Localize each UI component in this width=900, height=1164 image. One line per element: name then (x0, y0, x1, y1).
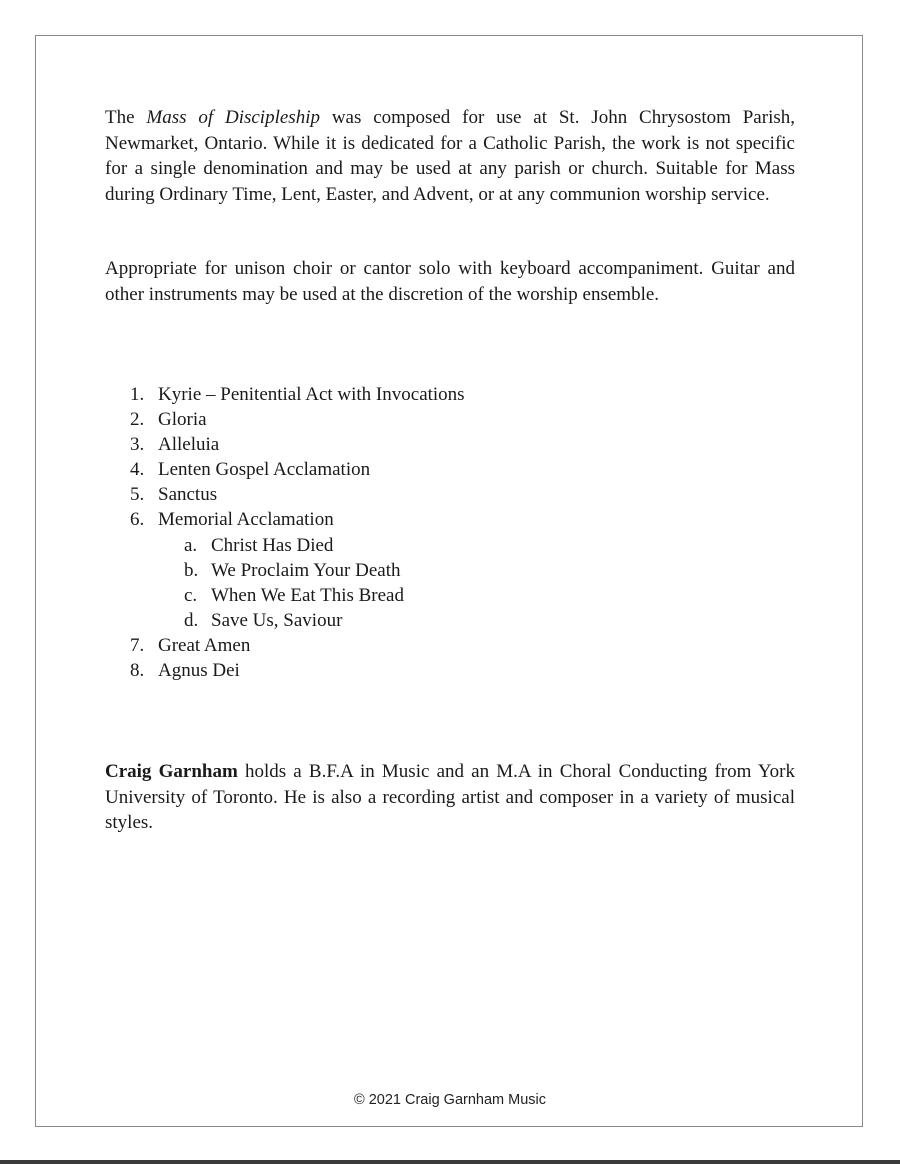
composer-bio-text: holds a B.F.A in Music and an M.A in Choral Conducting from York University of Toronto. He is also a recording artist and composer in a variety of musical styles. (105, 761, 795, 833)
movement-number: 7. (130, 634, 145, 656)
movement-item (130, 633, 465, 658)
sub-item-label: We Proclaim Your Death (211, 559, 401, 581)
memorial-acclamation-sublist (184, 533, 465, 633)
sub-item-label: Christ Has Died (211, 534, 334, 556)
composer-bio (105, 759, 795, 836)
intro-lead: The (105, 107, 147, 128)
movement-number: 3. (130, 434, 145, 456)
movement-list (130, 382, 465, 683)
sub-item-letter: a. (184, 534, 198, 556)
intro-paragraph (105, 105, 795, 207)
intro-body: was composed for use at St. John Chrysostom Parish, Newmarket, Ontario. While it is dedicated for a Catholic Parish, the work is not specific for a single denomination and may be used at any parish or church. Suitable for Mass during Ordinary Time, Lent, Easter, and Advent, or at any communion worship service. (105, 107, 795, 205)
movement-label: Lenten Gospel Acclamation (158, 459, 371, 481)
copyright-footer: © 2021 Craig Garnham Music (353, 1092, 546, 1108)
movement-label: Alleluia (158, 434, 220, 456)
movement-label: Memorial Acclamation (158, 509, 334, 531)
movement-item (130, 457, 465, 482)
movement-item (130, 407, 465, 432)
movement-number: 6. (130, 509, 145, 531)
movement-label: Kyrie – Penitential Act with Invocations (158, 384, 465, 405)
mass-title: Mass of Discipleship (146, 107, 320, 128)
sub-item (184, 533, 465, 558)
usage-paragraph: Appropriate for unison choir or cantor solo with keyboard accompaniment. Guitar and other instruments may be used at the discretion of the worship ensemble. (105, 258, 795, 305)
movement-item (130, 382, 465, 407)
movement-number: 4. (130, 459, 145, 481)
sub-item-letter: c. (184, 584, 198, 606)
movement-number: 2. (130, 409, 145, 431)
movement-item (130, 482, 465, 507)
movement-label: Sanctus (158, 484, 218, 506)
movement-item (130, 658, 465, 683)
movement-item (130, 507, 465, 632)
sub-item-letter: b. (184, 559, 199, 581)
sub-item (184, 583, 465, 608)
bottom-rule (0, 1160, 900, 1164)
movement-number: 1. (130, 384, 145, 405)
movement-item (130, 432, 465, 457)
movement-label: Great Amen (158, 634, 251, 656)
movement-number: 8. (130, 660, 145, 682)
composer-name: Craig Garnham (105, 761, 238, 782)
sub-item-label: Save Us, Saviour (211, 609, 343, 631)
sub-item (184, 608, 465, 633)
sub-item (184, 558, 465, 583)
movement-label: Gloria (158, 409, 207, 431)
sub-item-letter: d. (184, 609, 199, 631)
sub-item-label: When We Eat This Bread (211, 584, 404, 606)
movement-label: Agnus Dei (158, 660, 240, 682)
movement-number: 5. (130, 484, 145, 506)
